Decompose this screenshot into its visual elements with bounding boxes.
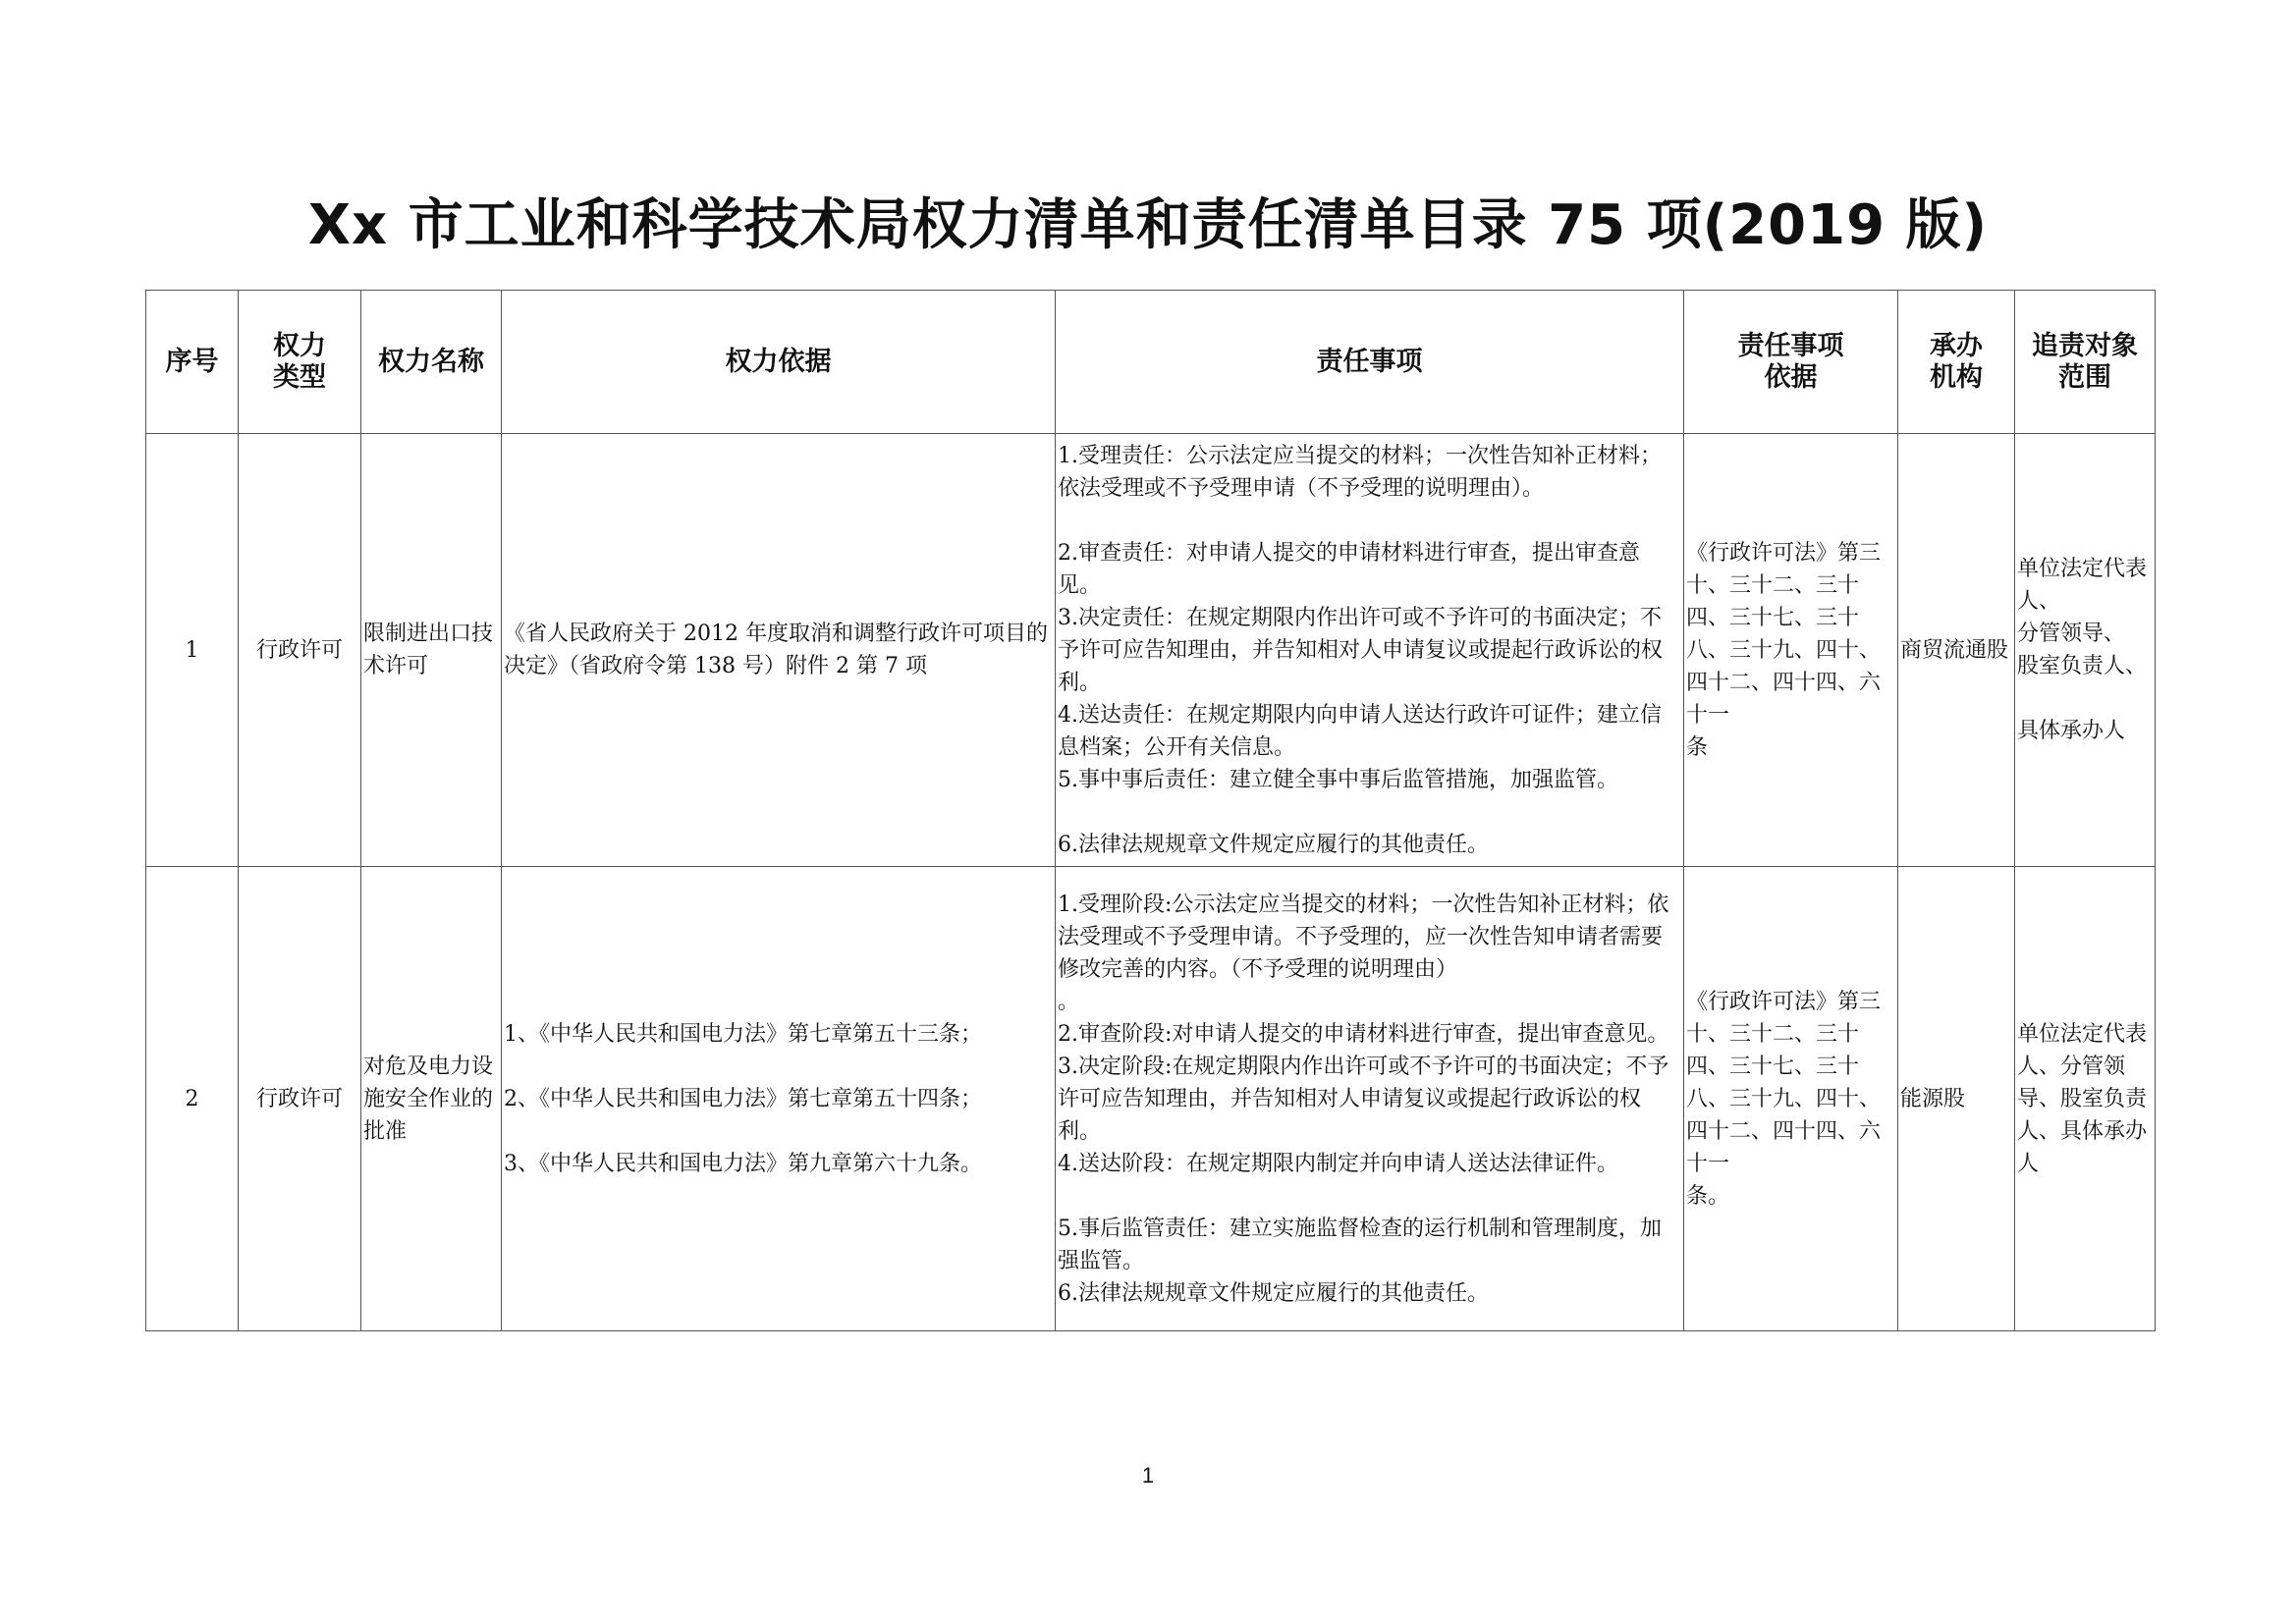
table-row [146,867,2156,1331]
header-basis: 权力依据 [502,291,1056,434]
cell-basis: 《省人民政府关于 2012 年度取消和调整行政许可项目的决定》（省政府令第 138 号）附件 2 第 7 项 [502,434,1056,867]
power-list-table [145,290,2156,1331]
cell-unit: 能源股 [1898,867,2015,1331]
header-responsibilities: 责任事项 [1056,291,1684,434]
header-resp-basis: 责任事项 依据 [1684,291,1898,434]
cell-responsibilities: 1.受理阶段:公示法定应当提交的材料；一次性告知补正材料；依法受理或不予受理申请。不予受理的，应一次性告知申请者需要修改完善的内容。（不予受理的说明理由） 。 2.审查阶段:对申请人提交的申请材料进行审查，提出审查意见。 3.决定阶段:在规定期限内作出许可或不予许可的书面决定；不予许可应告知理由，并告知相对人申请复议或提起行政诉讼的权利。 4.送达阶段：在规定期限内制定并向申请人送达法律证件。 5.事后监管责任：建立实施监督检查的运行机制和管理制度，加强监管。 6.法律法规规章文件规定应履行的其他责任。 [1056,867,1684,1331]
cell-target: 单位法定代表人、分管领导、股室负责人、具体承办人 [2015,867,2156,1331]
cell-resp-basis: 《行政许可法》第三十、三十二、三十四、三十七、三十八、三十九、四十、四十二、四十四、六十一 条。 [1684,867,1898,1331]
header-index: 序号 [146,291,239,434]
cell-type: 行政许可 [239,434,361,867]
header-name: 权力名称 [361,291,502,434]
table-header-row [146,291,2156,434]
header-target: 追责对象 范围 [2015,291,2156,434]
cell-target: 单位法定代表人、 分管领导、 股室负责人、 具体承办人 [2015,434,2156,867]
cell-name: 限制进出口技术许可 [361,434,502,867]
cell-unit: 商贸流通股 [1898,434,2015,867]
cell-name: 对危及电力设施安全作业的批准 [361,867,502,1331]
table-row [146,434,2156,867]
cell-index: 2 [146,867,239,1331]
page-number: 1 [1141,1463,1155,1488]
cell-resp-basis: 《行政许可法》第三十、三十二、三十四、三十七、三十八、三十九、四十、四十二、四十四、六十一 条 [1684,434,1898,867]
cell-basis: 1、《中华人民共和国电力法》第七章第五十三条； 2、《中华人民共和国电力法》第七章第五十四条； 3、《中华人民共和国电力法》第九章第六十九条。 [502,867,1056,1331]
header-unit: 承办 机构 [1898,291,2015,434]
cell-responsibilities: 1.受理责任：公示法定应当提交的材料；一次性告知补正材料；依法受理或不予受理申请（不予受理的说明理由）。 2.审查责任：对申请人提交的申请材料进行审查，提出审查意见。 3.决定责任：在规定期限内作出许可或不予许可的书面决定；不予许可应告知理由，并告知相对人申请复议或提起行政诉讼的权利。 4.送达责任：在规定期限内向申请人送达行政许可证件；建立信息档案；公开有关信息。 5.事中事后责任：建立健全事中事后监管措施，加强监管。 6.法律法规规章文件规定应履行的其他责任。 [1056,434,1684,867]
document-title: Xx 市工业和科学技术局权力清单和责任清单目录 75 项(2019 版) [307,193,1989,257]
cell-index: 1 [146,434,239,867]
cell-type: 行政许可 [239,867,361,1331]
header-type: 权力 类型 [239,291,361,434]
